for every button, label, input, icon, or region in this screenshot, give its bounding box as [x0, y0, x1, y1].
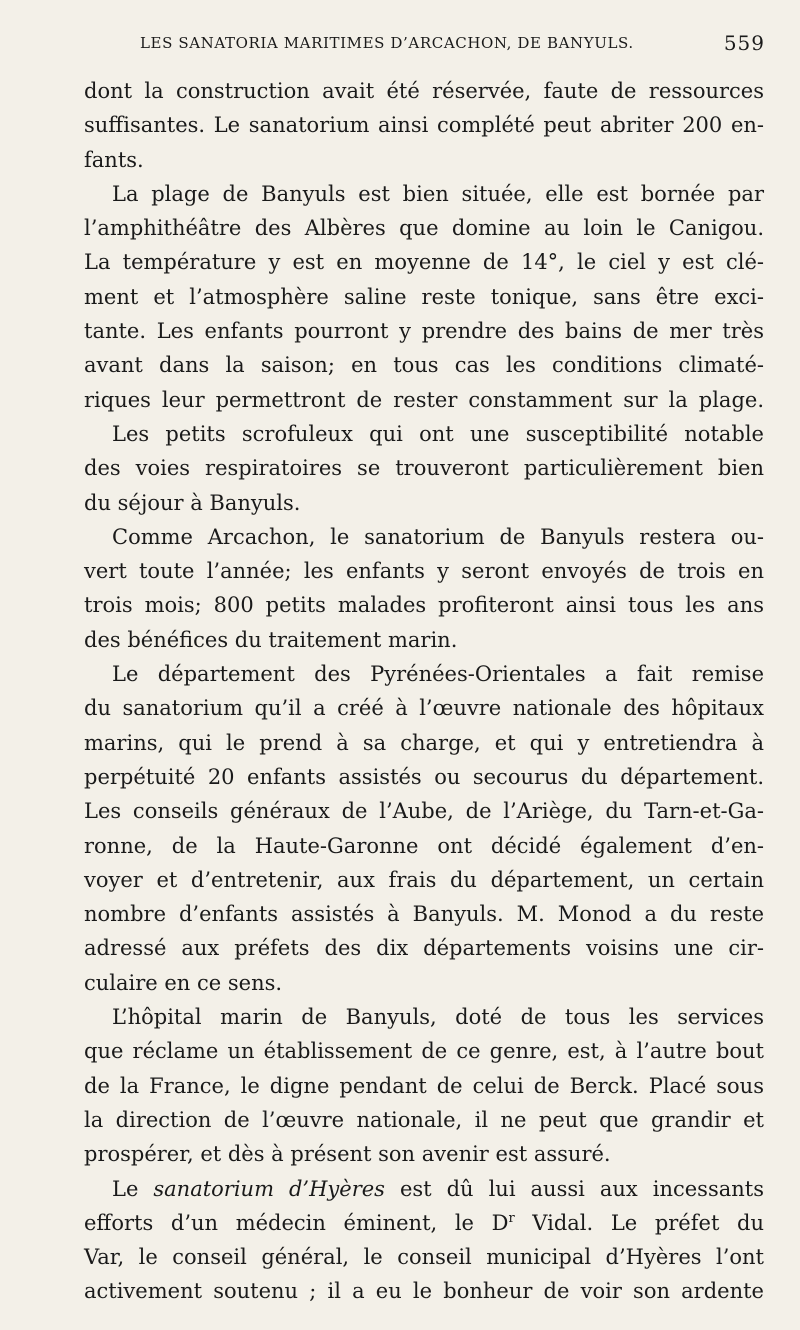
text-line: La température y est en moyenne de 14°, le ciel y est clé- — [84, 250, 764, 275]
page-number: 559 — [723, 31, 765, 55]
text-line: trois mois; 800 petits malades profiteront ainsi tous les ans — [84, 593, 764, 618]
text-line: marins, qui le prend à sa charge, et qui y entretiendra à — [84, 730, 764, 755]
text-line: riques leur permettront de rester constamment sur la plage. — [84, 387, 764, 412]
paragraph — [84, 177, 764, 417]
text-line: Le département des Pyrénées-Orientales a fait remise — [112, 662, 764, 687]
text-line: Les petits scrofuleux qui ont une susceptibilité notable — [112, 421, 764, 446]
text-line: culaire en ce sens. — [84, 970, 283, 995]
paragraph — [84, 657, 764, 1000]
text-line: La plage de Banyuls est bien située, elle est bornée par — [112, 181, 764, 206]
text-line: nombre d’enfants assistés à Banyuls. M. Monod a du reste — [84, 902, 764, 927]
running-title: LES SANATORIA MARITIMES D’ARCACHON, DE BANYULS. — [140, 34, 634, 52]
text-line: que réclame un établissement de ce genre, est, à l’autre bout — [84, 1039, 764, 1064]
text-line: tante. Les enfants pourront y prendre des bains de mer très — [84, 319, 764, 344]
superscript: r — [508, 1210, 515, 1226]
text-line: de la France, le digne pendant de celui de Berck. Placé sous — [84, 1073, 764, 1098]
text-run: est dû lui aussi aux incessants — [384, 1176, 764, 1201]
text-line: ronne, de la Haute-Garonne ont décidé également d’en- — [84, 833, 764, 858]
text-line: du sanatorium qu’il a créé à l’œuvre nationale des hôpitaux — [84, 696, 764, 721]
text-line: des voies respiratoires se trouveront particulièrement bien — [84, 456, 764, 481]
text-body — [84, 74, 764, 1309]
text-line: la direction de l’œuvre nationale, il ne peut que grandir et — [84, 1107, 764, 1132]
text-line: adressé aux préfets des dix départements voisins une cir- — [84, 936, 764, 961]
paragraph — [84, 74, 764, 177]
text-line: activement soutenu ; il a eu le bonheur de voir son ardente — [84, 1279, 764, 1304]
text-line: ment et l’atmosphère saline reste tonique, sans être exci- — [84, 284, 764, 309]
text-run: Le — [112, 1176, 154, 1201]
text-line: suffisantes. Le sanatorium ainsi complété peut abriter 200 en- — [84, 113, 764, 138]
text-line: prospérer, et dès à présent son avenir est assuré. — [84, 1142, 611, 1167]
text-line: Les conseils généraux de l’Aube, de l’Ariège, du Tarn-et-Ga- — [84, 799, 764, 824]
italic-text: sanatorium d’Hyères — [153, 1176, 385, 1201]
text-line: fants. — [84, 147, 144, 172]
text-run: efforts d’un médecin éminent, le D — [84, 1210, 509, 1235]
text-run: Vidal. Le préfet du — [514, 1210, 764, 1235]
text-line: vert toute l’année; les enfants y seront envoyés de trois en — [84, 559, 764, 584]
paragraph — [84, 417, 764, 520]
paragraph — [84, 1172, 764, 1309]
text-line: voyer et d’entretenir, aux frais du département, un certain — [84, 867, 764, 892]
text-line: perpétuité 20 enfants assistés ou secourus du département. — [84, 764, 764, 789]
text-line: dont la construction avait été réservée, faute de ressources — [84, 79, 764, 103]
text-line — [84, 1206, 764, 1240]
paragraph — [84, 1000, 764, 1171]
text-line: avant dans la saison; en tous cas les conditions climaté- — [84, 353, 764, 378]
text-line: L’hôpital marin de Banyuls, doté de tous les services — [112, 1005, 764, 1030]
text-line: du séjour à Banyuls. — [84, 490, 301, 515]
text-line: Comme Arcachon, le sanatorium de Banyuls restera ou- — [112, 524, 764, 549]
text-line: Var, le conseil général, le conseil municipal d’Hyères l’ont — [84, 1245, 764, 1270]
running-head — [140, 31, 765, 58]
paragraph — [84, 520, 764, 657]
text-line: des bénéfices du traitement marin. — [84, 627, 458, 652]
text-line: l’amphithéâtre des Albères que domine au loin le Canigou. — [84, 216, 764, 241]
text-line — [84, 1172, 764, 1206]
